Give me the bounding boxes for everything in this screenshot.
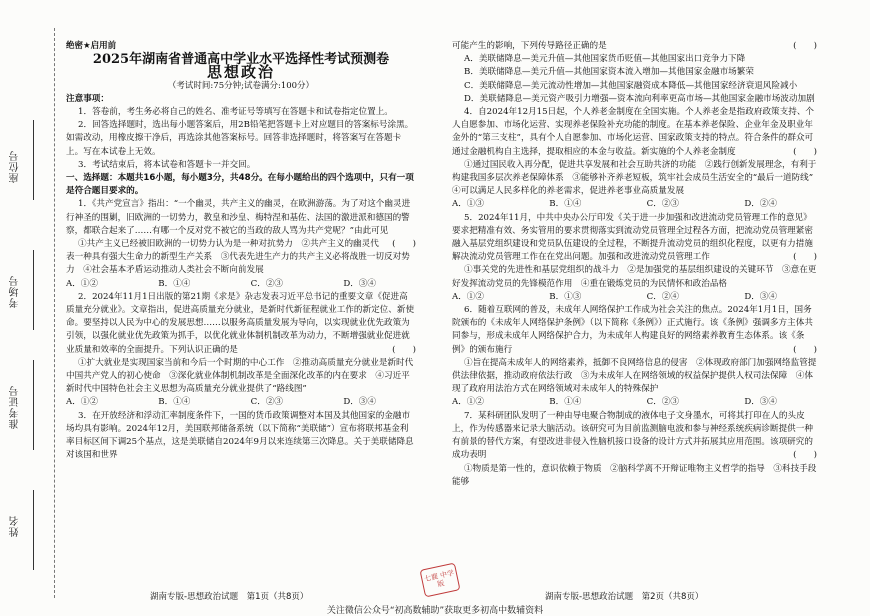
answer-paren: ( ) <box>793 344 817 355</box>
question-stem: 7．某科研团队发明了一种由导电聚合物制成的液体电子文身墨水，可将其打印在人的头皮上，作为传感器来记录大脑活动。该研究可为目前监测脑电波和参与神经系统疾病诊断提供一种有前景的替代方案，有望改进非侵入性脑机接口设备的设计方式并拓展其应用范围。该项研究的成功表明 <box>452 410 813 461</box>
choice-d: D．③④ <box>744 291 777 302</box>
question-3-cont <box>452 40 817 106</box>
page-2-footer: 湖南专版-思想政治试题 第2页（共8页） <box>545 592 704 602</box>
choice-a: A．①② <box>66 278 98 289</box>
choice-d: D．③④ <box>343 397 376 408</box>
question-6 <box>452 304 817 410</box>
page-1-column <box>66 40 416 463</box>
question-stem: 5．2024年11月，中共中央办公厅印发《关于进一步加强和改进流动党员管理工作的意见》要求把精准有效、务实管用的要求贯彻落实到流动党员管理全过程各方面，把流动党员管理紧密融入基层党组织建设和党员队伍建设的全过程，不断提升流动党员的组织化程度，以更有力措施解决流动党员管理工作在在党出问题。加强和改进流动党员管理工作 <box>452 212 813 263</box>
question-7 <box>452 410 817 489</box>
question-5 <box>452 212 817 304</box>
choice-a: A．①③ <box>452 199 484 210</box>
choice-c: C．②③ <box>250 278 284 289</box>
choice-d: D．③④ <box>343 278 376 289</box>
room-label: 考场号 <box>10 275 21 308</box>
option-c: C．美联储降息—美元流动性增加—其他国家融资成本降低—其他国家经济衰退风险减小 <box>464 80 798 91</box>
question-4 <box>452 106 822 212</box>
choice-a: A．①② <box>66 397 98 408</box>
choice-b: B．①④ <box>158 278 191 289</box>
question-3 <box>66 410 416 463</box>
answer-paren: ( ) <box>392 239 416 250</box>
question-options: ①扩大就业是实现国家当前和今后一个时期的中心工作 ②推动高质量充分就业是新时代中国共产党人的初心使命 ③深化就业体制机制改革是全面深化改革的内在要求 ④习近平新时代中国特色社会主义思想为高质量充分就业提供了“路线图” <box>66 357 414 395</box>
choice-c: C．②③ <box>646 199 680 210</box>
choice-a: A．①② <box>452 397 484 408</box>
choice-c: C．②③ <box>646 397 680 408</box>
question-stem: 4．自2024年12月15日起，个人养老金制度在全国实施。个人养老金是指政府政策支持、个人自愿参加、市场化运营、实现养老保险补充功能的制度。在基本养老保险、企业年金及职业年金外的“第三支柱”，具有个人自愿参加、市场化运营、国家政策支持的特点。符合条件的群众可通过金融机构自主选择，提取相应的本金与收益。新实施的个人养老金制度 <box>452 107 815 157</box>
secret-label: 绝密★启用前 <box>66 41 117 51</box>
choice-d: D．②④ <box>744 199 777 210</box>
question-stem: 6．随着互联网的普及，未成年人网络保护工作成为社会关注的焦点。2024年1月1日，国务院颁布的《未成年人网络保护条例》（以下简称《条例》）正式施行。该《条例》强调多方主体共同参与，形成未成年人网络保护合力，为未成年人构建良好的网络素养教育生态体系。该《条例》的颁布施行 <box>452 305 813 355</box>
note-item: 1．答卷前，考生务必将自己的姓名、准考证号等填写在答题卡和试卷指定位置上。 <box>78 107 393 118</box>
name-line <box>33 490 34 570</box>
page-2-column <box>452 40 822 489</box>
note-item: 3．考试结束后，将本试卷和答题卡一并交回。 <box>78 159 256 170</box>
answer-paren: ( ) <box>793 41 817 51</box>
subject-title: 思想政治 <box>206 63 275 82</box>
question-options: ①物质是第一性的，意识依赖于物质 ②脑科学离不开辩证唯物主义哲学的指导 ③科技手段能够 <box>452 463 817 487</box>
notes-heading: 注意事项： <box>66 93 109 104</box>
binding-margin <box>0 0 62 600</box>
question-2 <box>66 291 416 410</box>
option-b: B．美联储降息—美元升值—其他国家资本流入增加—其他国家金融市场繁荣 <box>464 67 754 78</box>
question-stem: 2．2024年11月1日出版的第21期《求是》杂志发表习近平总书记的重要文章《促进高质量充分就业》。文章指出，促进高质量充分就业，是新时代新征程就业工作的新定位、新使命。要坚持以人民为中心的发展思想……以服务高质量发展为导向，以实现就业优先政策为引领，以强化就业优先政策为抓手，以优化就业体制机制改革为动力，不断增强就业促进就业质量和效率的全面提升。下列认识正确的是 <box>66 291 415 355</box>
page-1-footer: 湖南专版-思想政治试题 第1页（共8页） <box>150 592 309 602</box>
choice-a: A．①② <box>452 291 484 302</box>
promo-footer: 关注微信公众号“初高数辅助”获取更多初高中数辅资料 <box>326 606 544 616</box>
choice-b: B．①③ <box>549 291 582 302</box>
cut-line <box>54 28 55 598</box>
question-stem: 3．在开放经济和浮动汇率制度条件下，一国的货币政策调整对本国及其他国家的金融市场均具有影响。2024年12月，美国联邦储备系统（以下简称“美联储”）宣布将联邦基金利率目标区间下调25个基点，这是美联储自2024年9月以来连续第三次降息。关于美联储降息对该国和世界 <box>66 410 414 461</box>
choice-d: D．③④ <box>744 397 777 408</box>
choice-b: B．①④ <box>158 397 191 408</box>
watermark-stamp: 七鹿 中学版 <box>419 563 460 598</box>
answer-paren: ( ) <box>793 450 817 461</box>
question-1 <box>66 198 416 290</box>
time-info: （考试时间:75分钟;试卷满分:100分） <box>167 80 315 91</box>
section-heading: 一、选择题：本题共16小题，每小题3分，共48分。在每小题给出的四个选项中，只有一项是符合题目要求的。 <box>66 173 414 197</box>
answer-paren: ( ) <box>793 146 817 157</box>
question-options: ①旨在提高未成年人的网络素养，抵御不良网络信息的侵害 ②体现政府部门加强网络监管提供法律依据，推动政府依法行政 ③为未成年人在网络领域的权益保护提供人权司法保障 ④体现了政府用法治方式在网络领域对未成年人的特殊保护 <box>452 357 817 395</box>
question-options: ①通过国民收入再分配，促进共享发展和社会互助共济的功能 ②践行创新发展理念，有利于构建我国多层次养老保障体系 ③能够补齐养老短板，筑牢社会成员生活安全的“最后一道防线” ④可以满足人民多样化的养老需求，促进养老事业高质量发展 <box>452 159 822 197</box>
exam-no-label: 准考证号 <box>10 385 21 429</box>
question-options: ①事关党的先进性和基层党组织的战斗力 ②是加强党的基层组织建设的关键环节 ③意在更好发挥流动党员的先锋模范作用 ④重在锻炼党员的为民情怀和政治品格 <box>452 265 817 289</box>
seat-label: 座位号 <box>10 150 21 183</box>
choice-c: C．②③ <box>250 397 284 408</box>
seat-line <box>33 120 34 200</box>
question-options: ①共产主义已经被旧欧洲的一切势力认为是一种对抗势力 ②共产主义的幽灵代表一种具有强大生命力的新型生产关系 ③代表先进生产力的共产主义必将战胜一切反对势力 ④社会基本矛盾运动推动人类社会不断向前发展 <box>66 239 410 276</box>
exam-title: 2025年湖南省普通高中学业水平选择性考试预测卷 <box>92 52 390 68</box>
answer-paren: ( ) <box>793 252 817 263</box>
question-stem: 可能产生的影响，下列传导路径正确的是 <box>452 41 607 51</box>
option-a: A．美联储降息—美元升值—其他国家货币贬值—其他国家出口竞争力下降 <box>464 54 746 65</box>
name-label: 姓名 <box>10 515 21 537</box>
exam-no-line <box>33 360 34 450</box>
answer-paren: ( ) <box>392 344 416 355</box>
note-item: 2．回答选择题时，选出每小题答案后，用2B铅笔把答题卡上对应题目的答案标号涂黑。如需改动，用橡皮擦干净后，再选涂其他答案标号。回答非选择题时，将答案写在答题卡上。写在本试卷上无效。 <box>66 120 414 157</box>
choice-b: B．①④ <box>549 199 582 210</box>
question-stem: 1．《共产党宣言》指出：“一个幽灵，共产主义的幽灵，在欧洲游荡。为了对这个幽灵进行神圣的围剿，旧欧洲的一切势力，教皇和沙皇、梅特涅和基佐、法国的激进派和德国的警察，都联合起来了……有哪一个反对党不被它的当政的敌人骂为共产党呢？”由此可见 <box>66 199 411 236</box>
choice-b: B．①④ <box>549 397 582 408</box>
option-d: D．美联储降息—美元资产吸引力增强—资本流向利率更高市场—其他国家金融市场波动加剧 <box>464 93 815 104</box>
choice-c: C．②④ <box>646 291 680 302</box>
room-line <box>33 250 34 330</box>
